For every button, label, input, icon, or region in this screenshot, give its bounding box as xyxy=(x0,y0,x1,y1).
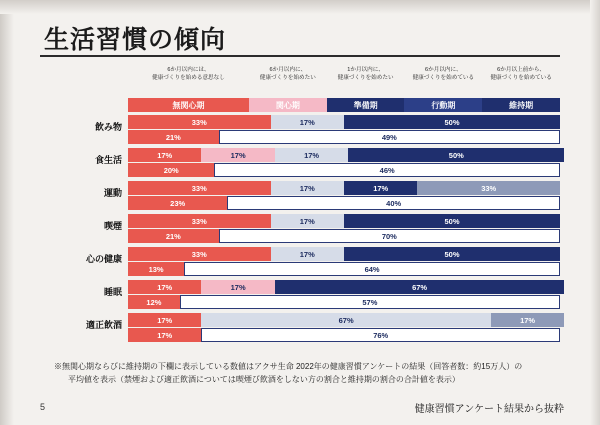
stage-description-3 xyxy=(321,66,411,82)
average-bar xyxy=(128,130,560,144)
bar-segment: 17% xyxy=(271,214,344,228)
bar-segment: 50% xyxy=(344,115,560,129)
bar-segment: 17% xyxy=(491,313,564,327)
response-bar xyxy=(128,214,560,228)
average-bar xyxy=(128,163,560,177)
response-bar xyxy=(128,280,560,294)
chart-row xyxy=(40,213,560,245)
average-bar-right: 46% xyxy=(214,163,560,177)
response-bar xyxy=(128,148,560,162)
bar-segment: 17% xyxy=(344,181,417,195)
row-label-喫煙: 喫煙 xyxy=(103,221,122,231)
bar-segment: 50% xyxy=(344,247,560,261)
bar-segment: 67% xyxy=(275,280,564,294)
row-bars xyxy=(128,147,560,179)
stage-band-維持期: 維持期 xyxy=(482,98,560,112)
average-bar-right: 49% xyxy=(219,130,560,144)
stage-description-text: 6か月以内に、 健康づくりを始めたい xyxy=(259,67,316,81)
average-bar xyxy=(128,262,560,276)
page-top-edge-shadow xyxy=(0,0,600,14)
stage-description-text: 6か月以上前から、 健康づくりを始めている xyxy=(490,67,552,81)
stage-band-準備期: 準備期 xyxy=(327,98,405,112)
bar-segment: 17% xyxy=(128,313,201,327)
stage-band-無関心期: 無関心期 xyxy=(128,98,249,112)
bar-segment: 33% xyxy=(128,181,271,195)
stage-description-row xyxy=(128,66,560,98)
lifestyle-stage-chart xyxy=(40,66,560,346)
chart-row xyxy=(40,279,560,311)
bar-segment: 33% xyxy=(128,247,271,261)
row-bars xyxy=(128,180,560,212)
average-bar xyxy=(128,229,560,243)
stage-description-1 xyxy=(122,66,255,82)
page-title: 生活習慣の傾向 xyxy=(44,26,227,54)
bar-segment: 33% xyxy=(128,115,271,129)
average-bar-left: 23% xyxy=(128,196,227,210)
row-label-飲み物: 飲み物 xyxy=(94,122,122,132)
average-bar-right: 57% xyxy=(180,295,560,309)
average-bar xyxy=(128,295,560,309)
stage-band-row xyxy=(128,98,560,112)
response-bar xyxy=(128,313,560,327)
average-bar-left: 17% xyxy=(128,328,201,342)
footnote-line-1: ※無関心期ならびに維持期の下欄に表示している数値はアクサ生命 2022年の健康習慣アンケートの結果（回答者数：約15万人）の xyxy=(54,362,523,371)
chart-row xyxy=(40,147,560,179)
bar-segment: 17% xyxy=(271,247,344,261)
stage-description-2 xyxy=(243,66,333,82)
response-bar xyxy=(128,115,560,129)
average-bar-right: 64% xyxy=(184,262,560,276)
bar-segment: 17% xyxy=(275,148,348,162)
bar-segment: 33% xyxy=(128,214,271,228)
average-bar xyxy=(128,196,560,210)
row-label-運動: 運動 xyxy=(103,188,122,198)
bar-segment: 17% xyxy=(201,280,274,294)
average-bar-right: 40% xyxy=(227,196,560,210)
row-bars xyxy=(128,312,560,344)
stage-band-関心期: 関心期 xyxy=(249,98,327,112)
bar-segment: 50% xyxy=(348,148,564,162)
row-bars xyxy=(128,246,560,278)
average-bar-right: 70% xyxy=(219,229,560,243)
average-bar-left: 12% xyxy=(128,295,180,309)
bar-segment: 17% xyxy=(128,280,201,294)
title-underline xyxy=(40,55,560,57)
row-bars xyxy=(128,279,560,311)
average-bar xyxy=(128,328,560,342)
average-bar-left: 13% xyxy=(128,262,184,276)
bar-segment: 17% xyxy=(128,148,201,162)
chart-rows xyxy=(40,114,560,345)
stage-description-4 xyxy=(398,66,488,82)
response-bar xyxy=(128,247,560,261)
bar-segment: 17% xyxy=(201,148,274,162)
average-bar-left: 21% xyxy=(128,130,219,144)
chart-row xyxy=(40,180,560,212)
row-label-睡眠: 睡眠 xyxy=(103,287,122,297)
response-bar xyxy=(128,181,560,195)
bar-segment: 33% xyxy=(417,181,560,195)
average-bar-left: 21% xyxy=(128,229,219,243)
bar-segment: 17% xyxy=(271,181,344,195)
row-bars xyxy=(128,114,560,146)
footnote-line-2: 平均値を表示（禁煙および適正飲酒については喫煙び飲酒をしない方の割合と維持期の割合の合計値を表示） xyxy=(68,375,460,384)
source-caption: 健康習慣アンケート結果から抜粋 xyxy=(414,404,564,415)
average-bar-right: 76% xyxy=(201,328,560,342)
chart-footnote xyxy=(54,360,554,386)
stage-description-5 xyxy=(476,66,566,82)
stage-description-text: 6か月以内には、 健康づくりを始める意思なし xyxy=(152,67,225,81)
page-number: 5 xyxy=(40,402,46,412)
row-label-心の健康: 心の健康 xyxy=(85,254,122,264)
row-label-食生活: 食生活 xyxy=(94,155,122,165)
stage-band-行動期: 行動期 xyxy=(404,98,482,112)
row-label-適正飲酒: 適正飲酒 xyxy=(85,320,122,330)
bar-segment: 67% xyxy=(201,313,490,327)
chart-row xyxy=(40,312,560,344)
stage-description-text: 6か月以内に、 健康づくりを始めている xyxy=(412,67,475,81)
row-bars xyxy=(128,213,560,245)
bar-segment: 17% xyxy=(271,115,344,129)
stage-description-text: 1か月以内に、 健康づくりを始めたい xyxy=(337,67,394,81)
chart-row xyxy=(40,246,560,278)
bar-segment: 50% xyxy=(344,214,560,228)
chart-row xyxy=(40,114,560,146)
average-bar-left: 20% xyxy=(128,163,214,177)
